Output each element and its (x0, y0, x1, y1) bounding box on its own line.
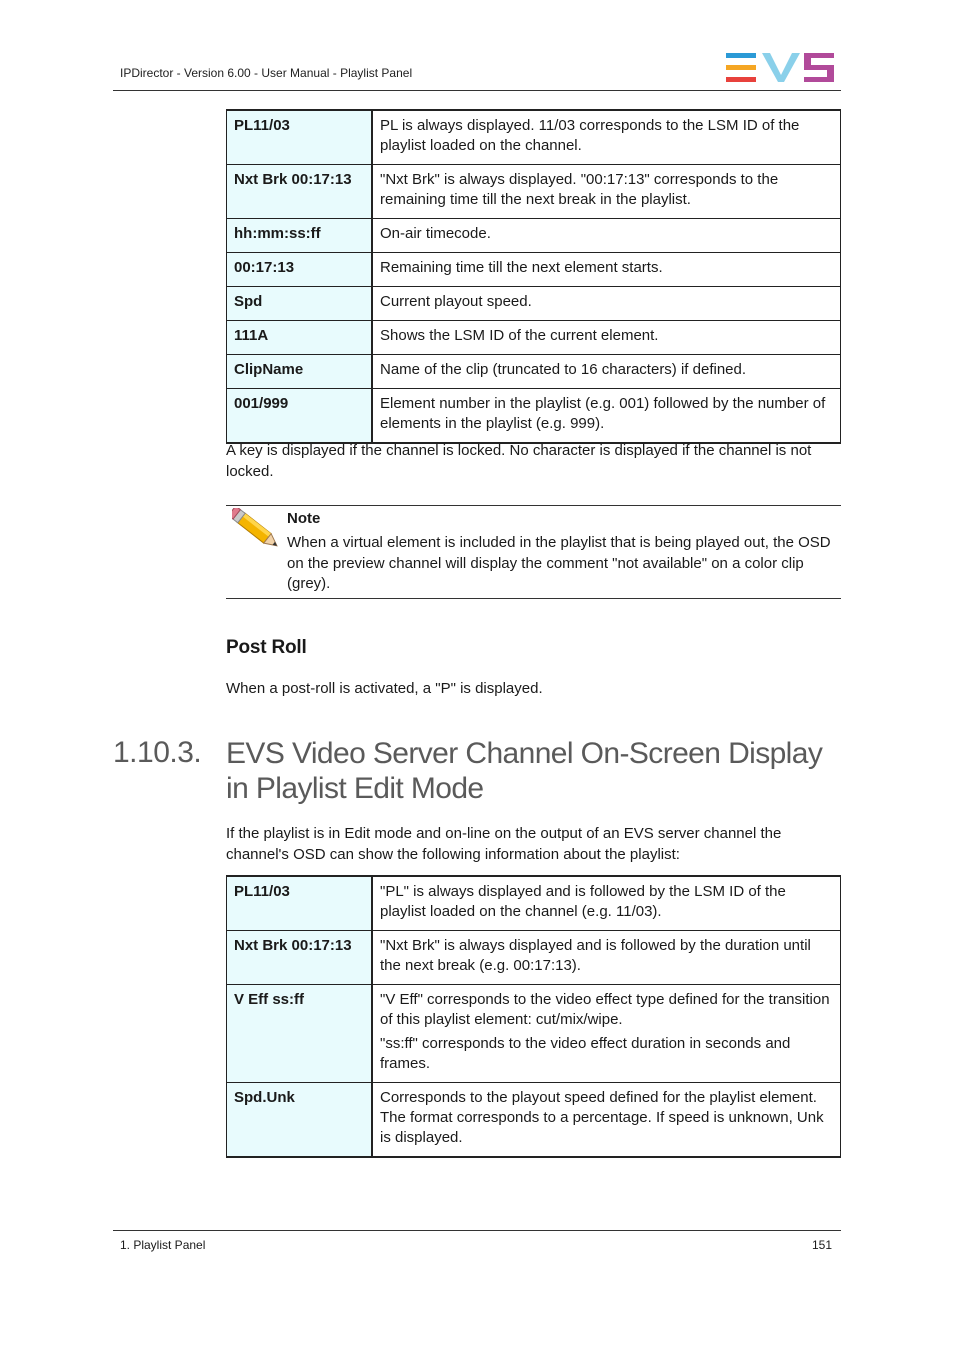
post-roll-text: When a post-roll is activated, a "P" is displayed. (226, 680, 543, 697)
table-row (227, 355, 841, 389)
table-key-cell: V Eff ss:ff (227, 985, 373, 1083)
osd-table-playout (226, 109, 841, 444)
table-description-cell (372, 876, 841, 931)
table-row (227, 985, 841, 1083)
table-row (227, 253, 841, 287)
cell-paragraph: "PL" is always displayed and is followed by the LSM ID of the playlist loaded on the channel (e.g. 11/03). (380, 883, 786, 920)
table-description-cell: Element number in the playlist (e.g. 001) followed by the number of elements in the playlist (e.g. 999). (372, 389, 841, 444)
table-row (227, 1083, 841, 1158)
table-key-cell: hh:mm:ss:ff (227, 219, 373, 253)
cell-paragraph: "Nxt Brk" is always displayed and is followed by the duration until the next break (e.g. 00:17:13). (380, 937, 811, 974)
lock-key-paragraph: A key is displayed if the channel is locked. No character is displayed if the channel is not locked. (226, 442, 812, 480)
section-intro: If the playlist is in Edit mode and on-line on the output of an EVS server channel the channel's OSD can show the following information about the playlist: (226, 825, 782, 863)
cell-paragraph: "ss:ff" corresponds to the video effect duration in seconds and frames. (380, 1035, 791, 1072)
note-box (226, 505, 841, 599)
table-row (227, 287, 841, 321)
table-row (227, 219, 841, 253)
table-key-cell: Nxt Brk 00:17:13 (227, 165, 373, 219)
header-divider (113, 90, 841, 91)
table-key-cell: Nxt Brk 00:17:13 (227, 931, 373, 985)
evs-logo (726, 53, 834, 83)
header-title: IPDirector - Version 6.00 - User Manual - Playlist Panel (120, 66, 413, 80)
section-title: EVS Video Server Channel On-Screen Display in Playlist Edit Mode (226, 737, 823, 805)
table-description-cell (372, 985, 841, 1083)
table-key-cell: Spd.Unk (227, 1083, 373, 1158)
table-description-cell: On-air timecode. (372, 219, 841, 253)
cell-paragraph: Corresponds to the playout speed defined for the playlist element. The format corresponds to a percentage. If speed is unknown, Unk is displayed. (380, 1089, 824, 1146)
footer-divider (113, 1230, 841, 1231)
table-key-cell: 00:17:13 (227, 253, 373, 287)
table-description-cell: Shows the LSM ID of the current element. (372, 321, 841, 355)
table-row (227, 931, 841, 985)
cell-paragraph: "V Eff" corresponds to the video effect type defined for the transition of this playlist element: cut/mix/wipe. (380, 991, 830, 1028)
table-row (227, 110, 841, 165)
table-row (227, 165, 841, 219)
table-description-cell: Remaining time till the next element starts. (372, 253, 841, 287)
table-key-cell: PL11/03 (227, 110, 373, 165)
table-row (227, 876, 841, 931)
table-description-cell: Current playout speed. (372, 287, 841, 321)
pencil-icon (232, 508, 284, 554)
osd-table-edit-mode (226, 875, 841, 1158)
note-title: Note (287, 510, 321, 527)
table-key-cell: 111A (227, 321, 373, 355)
table-description-cell (372, 1083, 841, 1158)
page-number: 151 (812, 1238, 833, 1252)
footer-chapter: 1. Playlist Panel (120, 1238, 206, 1252)
section-number: 1.10.3. (113, 736, 202, 769)
note-body: When a virtual element is included in the playlist that is being played out, the OSD on the preview channel will display the comment "not available" on a color clip (grey). (287, 534, 831, 592)
table-description-cell: PL is always displayed. 11/03 corresponds to the LSM ID of the playlist loaded on the channel. (372, 110, 841, 165)
table-description-cell (372, 931, 841, 985)
post-roll-heading: Post Roll (226, 637, 307, 658)
table-description-cell: Name of the clip (truncated to 16 characters) if defined. (372, 355, 841, 389)
table-key-cell: ClipName (227, 355, 373, 389)
table-key-cell: PL11/03 (227, 876, 373, 931)
table-key-cell: Spd (227, 287, 373, 321)
table-row (227, 389, 841, 444)
table-description-cell: "Nxt Brk" is always displayed. "00:17:13" corresponds to the remaining time till the next break in the playlist. (372, 165, 841, 219)
table-key-cell: 001/999 (227, 389, 373, 444)
table-row (227, 321, 841, 355)
